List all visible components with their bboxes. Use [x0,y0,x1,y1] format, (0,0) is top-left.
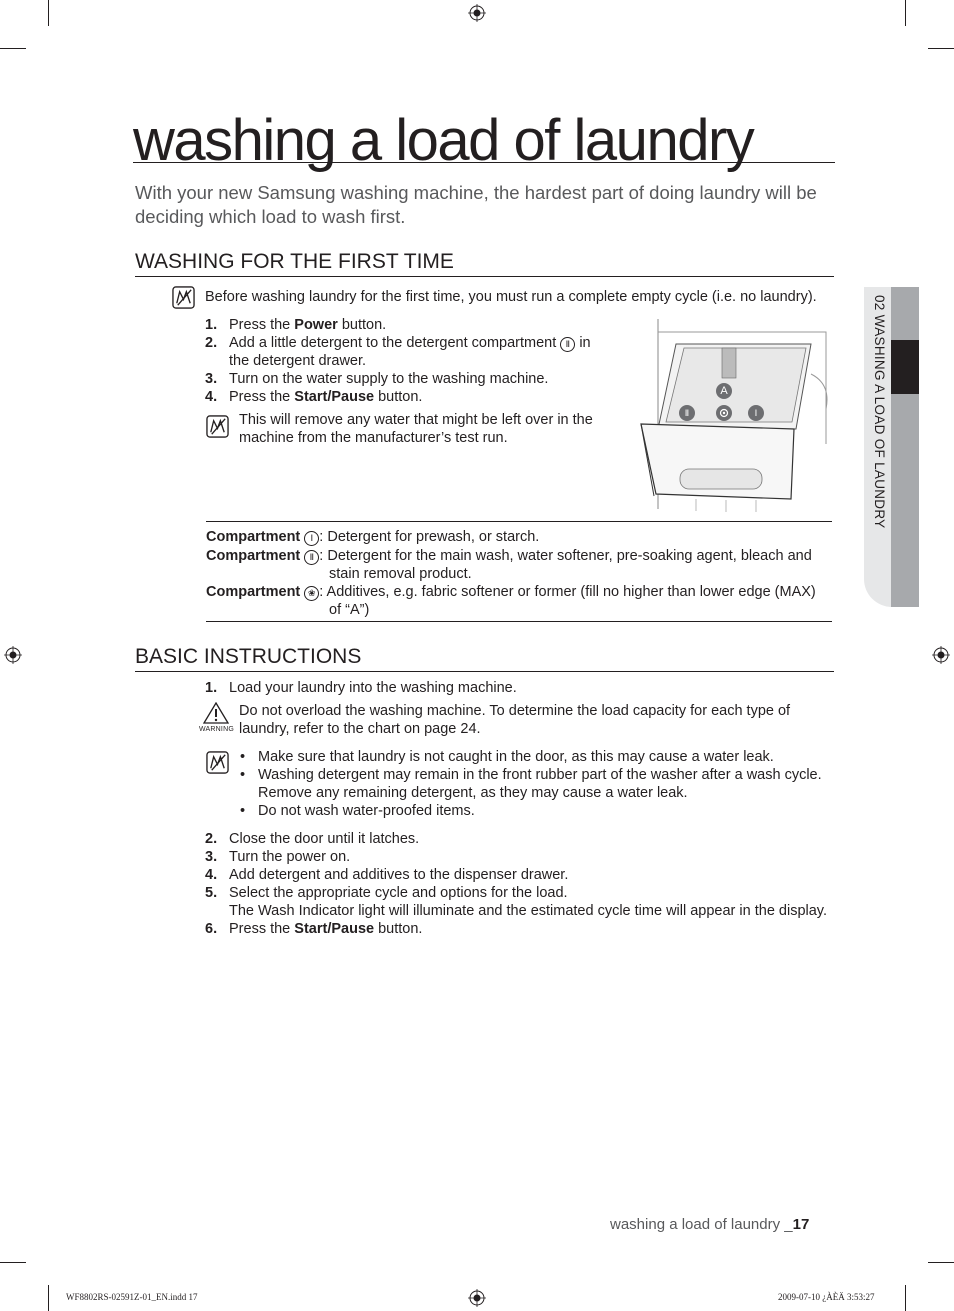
compartment-i-label: Ⅰ [748,405,764,421]
compartment-row-cont: stain removal product. [329,566,472,582]
step-number: 1. [205,680,218,696]
crop-mark [928,48,954,49]
crop-mark [928,1262,954,1263]
bullet-dot: • [240,767,246,783]
note-icon [172,286,195,309]
detergent-drawer-illustration [636,314,832,514]
bullet-dot: • [240,749,246,765]
compartment-row: Compartment Ⅱ : Detergent for the main wash, water softener, pre-soaking agent, bleach and [206,548,812,564]
chapter-tab-bar [891,287,919,607]
crop-mark [905,1285,906,1311]
table-rule-bottom [206,621,832,622]
page-footer: washing a load of laundry _17 [610,1216,810,1233]
warning-icon [203,702,229,724]
section-heading-basic: BASIC INSTRUCTIONS [135,644,834,672]
warning-line2: laundry, refer to the chart on page 24. [239,721,481,737]
print-timestamp: 2009-07-10 ¿ÀÈÄ 3:53:27 [778,1292,875,1302]
step-note-line1: This will remove any water that might be left over in the [239,412,593,428]
first-time-note: Before washing laundry for the first time, you must run a complete empty cycle (i.e. no laundry). [205,289,817,305]
table-rule-top [206,521,832,522]
bullet-item: Washing detergent may remain in the front rubber part of the washer after a wash cycle. [258,767,822,783]
bullet-dot: • [240,803,246,819]
registration-mark-icon [468,1289,486,1307]
step-number: 2. [205,335,218,351]
step-number: 2. [205,831,218,847]
page-title: washing a load of laundry [133,108,835,163]
compartment-symbol: Ⅱ [304,550,319,565]
compartment-symbol: ❀ [304,586,319,601]
compartment-symbol: Ⅱ [560,337,575,352]
step-text: Add a little detergent to the detergent compartment Ⅱ in [229,335,591,351]
chapter-tab-label: 02 WASHING A LOAD OF LAUNDRY [872,295,887,529]
step-text: Close the door until it latches. [229,831,420,847]
crop-mark [0,1262,26,1263]
page-number: 17 [792,1216,810,1233]
step-text: Load your laundry into the washing machine. [229,680,517,696]
step-number: 4. [205,389,218,405]
bullet-item: Make sure that laundry is not caught in the door, as this may cause a water leak. [258,749,774,765]
compartment-row-cont: of “A”) [329,602,370,618]
step-number: 3. [205,849,218,865]
registration-mark-icon [932,646,950,664]
step-text: Turn on the water supply to the washing machine. [229,371,549,387]
crop-mark [48,1285,49,1311]
step-number: 5. [205,885,218,901]
power-label: Power [294,317,338,333]
note-icon [206,415,229,438]
bullet-item-cont: Remove any remaining detergent, as they may cause a water leak. [258,785,688,801]
intro-text: With your new Samsung washing machine, the hardest part of doing laundry will be deciding which load to wash first. [135,182,817,227]
step-note-line2: machine from the manufacturer’s test run. [239,430,508,446]
step-number: 4. [205,867,218,883]
bullet-item: Do not wash water-proofed items. [258,803,475,819]
step-number: 6. [205,921,218,937]
step-text: Press the Start/Pause button. [229,921,423,937]
crop-mark [905,0,906,26]
compartment-row: Compartment Ⅰ : Detergent for prewash, or starch. [206,529,540,545]
step-number: 3. [205,371,218,387]
section-heading-first-time: WASHING FOR THE FIRST TIME [135,249,834,277]
print-file-name: WF8802RS-02591Z-01_EN.indd 17 [66,1292,198,1302]
crop-mark [0,48,26,49]
step-text: Turn the power on. [229,849,351,865]
step-text: Press the Power button. [229,317,387,333]
registration-mark-icon [4,646,22,664]
step-text-cont: the detergent drawer. [229,353,367,369]
warning-line1: Do not overload the washing machine. To determine the load capacity for each type of [239,703,791,719]
compartment-ii-label: Ⅱ [679,405,695,421]
compartment-a-label: A [716,383,732,399]
step-number: 1. [205,317,218,333]
crop-mark [48,0,49,26]
compartment-row: Compartment ❀ : Additives, e.g. fabric softener or former (fill no higher than lower edge (MAX) [206,584,816,600]
note-icon [206,751,229,774]
warning-label: WARNING [199,726,234,733]
step-text: Press the Start/Pause button. [229,389,423,405]
step-text: Select the appropriate cycle and options for the load. [229,885,568,901]
step-text-cont: The Wash Indicator light will illuminate and the estimated cycle time will appear in the display. [229,903,827,919]
softener-compartment-icon [716,405,732,421]
registration-mark-icon [468,4,486,22]
step-text: Add detergent and additives to the dispenser drawer. [229,867,569,883]
chapter-tab-marker [891,340,919,394]
compartment-symbol: Ⅰ [304,531,319,546]
